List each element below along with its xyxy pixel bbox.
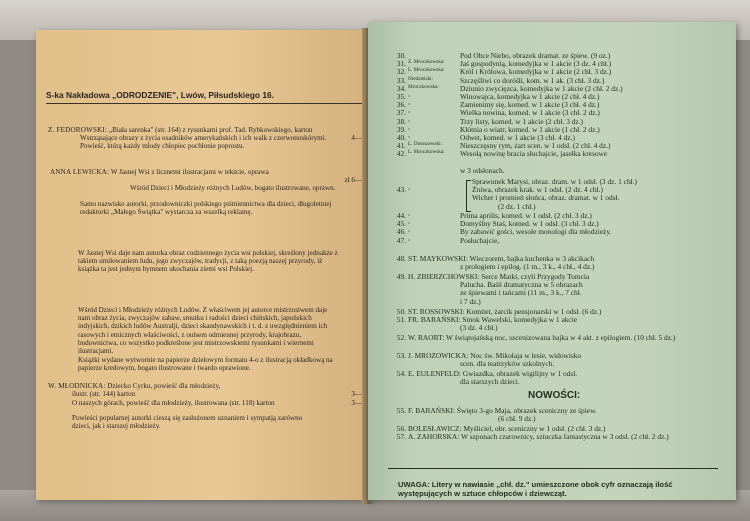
list-item: Sprawunek Marysi, obraz. dram. w 1 odsł. (3 dz. 1 chł.) bbox=[472, 177, 638, 186]
left-page bbox=[36, 30, 374, 500]
section-heading-nowosci: NOWOŚCI: bbox=[528, 390, 581, 401]
entry-ksiazki-desc: Książki wydane wytwornie na papierze dziełowym formatu 4-o z ilustracją okładkową na papierze kredowym, bogato ilustrowane i twardo oprawione. bbox=[78, 356, 333, 373]
entry-mlodnicka-line2: ilustr. (str. 144) karton bbox=[72, 390, 136, 398]
footer-rule bbox=[388, 468, 718, 469]
list-item bbox=[368, 441, 736, 450]
list-item: 55. F. BARAŃSKI: Święto 3-go Maja, obrazek sceniczny ze śpiew. bbox=[396, 406, 597, 415]
list-item: (3 dz. 4 chł.) bbox=[460, 323, 498, 333]
list-item: 36. „ Zamienimy się, komed. w 1 akcie (3 chł. 4 dz.) bbox=[396, 100, 600, 110]
list-item: scen. dla teatrzyków szkolnych. bbox=[460, 359, 555, 369]
list-item: 31. Z. Mroczkowska: Jaś gospodynią, komedyjka w 1 akcie (3 dz. 4 chł.) bbox=[396, 59, 612, 69]
entry-wsrod-dzieci-desc: Wśród Dzieci i Młodzieży różnych Ludów. Z właściwem jej autorce mistrzostwem daje nam obraz życia, zwyczajów zabaw, smutku i radości dzieci chińskich, japońskich indyjskich, dzikich ludów Australji, dzieci skandynawskich i t. d. z uwzględnieniem ich rasowych i etnicznych właściwości, z oulsem odmiennej przyrody, krajobrazu, budownictwa, co wszystko podkreślone jest mistrzowskiemi rysunkami i wiernemi ilustracjami. bbox=[78, 306, 328, 356]
list-item: 52. W. RAORT: W świątojańską noc, uscenizowana bajka w 4 akt. z epilogiem. (10 chł. 5 dz.) bbox=[396, 333, 676, 342]
list-item: 43. „ Żniwa, obrazek krak. w 1 odsł. (2 dz. 4 chł.) bbox=[396, 185, 603, 195]
uwaga-note: UWAGA: Litery w nawiasie „chł. dz." umieszczone obok cyfr oznaczają ilość występujących w sztuce chłopców i dziewcząt. bbox=[398, 480, 673, 498]
list-item: z prologiem i epilog. (1 m., 3 k., 4 chł., 4 dz.) bbox=[460, 262, 595, 272]
entry-mlodnicka-desc: Powieści popularnej autorki cieszą się zasłużonem uznaniem i sympatją zarówno dzieci, jak i starszej młodzieży. bbox=[72, 414, 303, 431]
list-item: 51. FR. BARAŃSKI: Smok Wawelski, komedyjka w 1 akcie bbox=[396, 315, 578, 325]
list-item bbox=[368, 245, 736, 254]
entry-naszych-gorach: O naszych górach, powieść dla młodzieży, ilustrowana (str. 118) karton bbox=[72, 399, 275, 407]
entry-fedorowski: Z. FEDOROWSKI: „Biała sarenka" (str. 164) z rysunkami prof. Tad. Rybkowskiego, karton bbox=[48, 126, 313, 134]
bracket bbox=[466, 180, 471, 212]
entry-wsrod-dzieci: Wśród Dzieci i Młodzieży różnych Ludów, bogato ilustrowane, oprawn. bbox=[130, 184, 336, 192]
list-item: Wicher i promień słońca, obraz. dramat. w 1 odsł. bbox=[472, 193, 620, 203]
entry-fedorowski-desc: Wstrząsające obrazy z życia osadników amerykańskich i ich walk z czerwonoskórymi. Powieść, którą każdy młody chłopiec pochłonie poprostu. bbox=[80, 134, 327, 151]
price-lewicka: zł 6— bbox=[344, 176, 362, 184]
list-item: ze śpiewami i tańcami (11 m., 3 k., 7 chł. bbox=[460, 288, 582, 298]
list-item: 56. BOLESŁAWICZ: Myśliciel, obr. sceniczny w 1 odsł. (2 chł. 3 dz.) bbox=[396, 424, 606, 433]
entry-mlodnicka: W. MŁODNICKA: Dziecko Cyrku, powieść dla młodzieży, bbox=[48, 382, 221, 390]
list-item: 50. ST. ROSSOWSKI: Komitet, żarcik pensjonarski w 1 odsł. (6 dz.) bbox=[396, 307, 602, 316]
list-item: 34. Mroczkowska: Dziunio zwycięzca, komedyjka w 1 akcie (2 chł. 2 dz.) bbox=[396, 83, 623, 93]
list-item: 37. „ Wielka nowina, komed. w 1 akcie (3 chł. 2 dz.) bbox=[396, 108, 600, 118]
entry-lewicka-desc: Samo nazwisko autorki, przodowniczki polskiego piśmiennictwa dla dzieci, długoletniej redaktorki „Małego Świątka" wystarcza za wszelką reklamę. bbox=[80, 200, 332, 217]
list-item: i 7 dz.) bbox=[460, 296, 481, 306]
header-rule bbox=[46, 103, 364, 104]
price-fedorowski: 4— bbox=[351, 134, 362, 142]
list-item: dla starszych dzieci. bbox=[460, 377, 520, 387]
price-mlodnicka-2: 3— bbox=[351, 399, 362, 407]
list-item: 48. ST. MAYKOWSKI: Wieczorem, bajka kuchenka w 3 akcikach bbox=[396, 254, 595, 263]
right-page bbox=[368, 22, 736, 500]
price-mlodnicka-1: 3— bbox=[351, 390, 362, 398]
list-item: 44. „ Prima aprilis, komed. w 1 odsł. (2 chł. 3 dz.) bbox=[396, 211, 592, 220]
list-item: 46. „ By zabawić gości, wesołe monologi dla młodzieży. bbox=[396, 227, 612, 237]
list-item: 57. A. ZAHORSKA: W szponach czarownicy, sztuczka fantastyczna w 3 odsł. (2 chł. 2 dz.) bbox=[396, 432, 669, 442]
list-item: 33. Niedzielski: Szczęśliwi co doróśli, kom. w 1 ak. (3 chł. 3 dz.) bbox=[396, 75, 605, 85]
list-item: 45. „ Domyślny Staś, komed. w 1 odsł. (3 chł. 3 dz.) bbox=[396, 219, 599, 229]
list-item: 38. „ Trzy listy, komed. w 1 akcie (2 chł. 3 dz.) bbox=[396, 116, 584, 126]
publisher-header: S-ka Nakładowa „ODRODZENIE", Lwów, Piłsudskiego 16. bbox=[46, 90, 274, 100]
list-item: 30. Pod Obce Niebo, obrazek dramat. ze śpiew. (9 oz.) bbox=[396, 51, 611, 60]
list-item: 53. J. MROZOWICKA: Noc św. Mikołaja w lesie, widowisko bbox=[396, 351, 582, 360]
list-item: 39. „ Kłótnia o wiatr, komed. w 1 akcie (1 chł. 2 dz.) bbox=[396, 124, 600, 134]
entry-lewicka: ANNA LEWICKA: W Jasnej Wsi z licznemi ilustracjami w tekście, oprawa bbox=[50, 168, 269, 176]
list-item: 54. E. EULENFELD: Gwiazdka, obrazek wigilijny w 1 odsł. bbox=[396, 369, 578, 378]
list-item: 41. L. Dmoszewski: Nieszczęsny rym, żart scen. w 1 odsł. (2 chł. 4 dz.) bbox=[396, 141, 611, 151]
list-item: 35. „ Winowajca, komedyjka w 1 akcie (2 chł. 4 dz.) bbox=[396, 92, 600, 101]
list-item: 40. „ Odwet, komed. w 1 akcie (3 chł. 4 dz.) bbox=[396, 133, 575, 142]
list-item: (6 chł. 9 dz.) bbox=[498, 414, 536, 424]
list-item: 32. L. Mroczkowska: Król i Królowa, komedyjka w 1 akcie (2 chł. 3 dz.) bbox=[396, 67, 612, 77]
list-item: (2 dz. 1 chł.) bbox=[498, 201, 536, 211]
list-item: w 3 odsłonach. bbox=[460, 165, 505, 175]
list-item: 42. L. Mroczkowska: Wesołą nowinę bracia słuchajcie, jasełka kresowe bbox=[396, 149, 608, 159]
entry-jasnej-wsi-desc: W Jasnej Wsi daje nam autorka obraz codziennego życia wsi polskiej, skreślony jednakże z takiem umiłowaniem ludu, jego zwyczajów, tradycji, z taką poezją naszej przyrody, iż książka ta jest jednym hymnem ukochania ziemi wsi Polskiej. bbox=[78, 249, 338, 274]
list-item: 47. „ Posłuchajcie, bbox=[396, 235, 500, 245]
list-item: 49. H. ZBIERZCHOWSKI: Serce Matki, czyli Przygody Tomcia bbox=[396, 272, 590, 281]
list-item: Palucha. Baśń dramatyczna w 5 obrazach bbox=[460, 280, 583, 290]
list-item bbox=[368, 342, 736, 351]
